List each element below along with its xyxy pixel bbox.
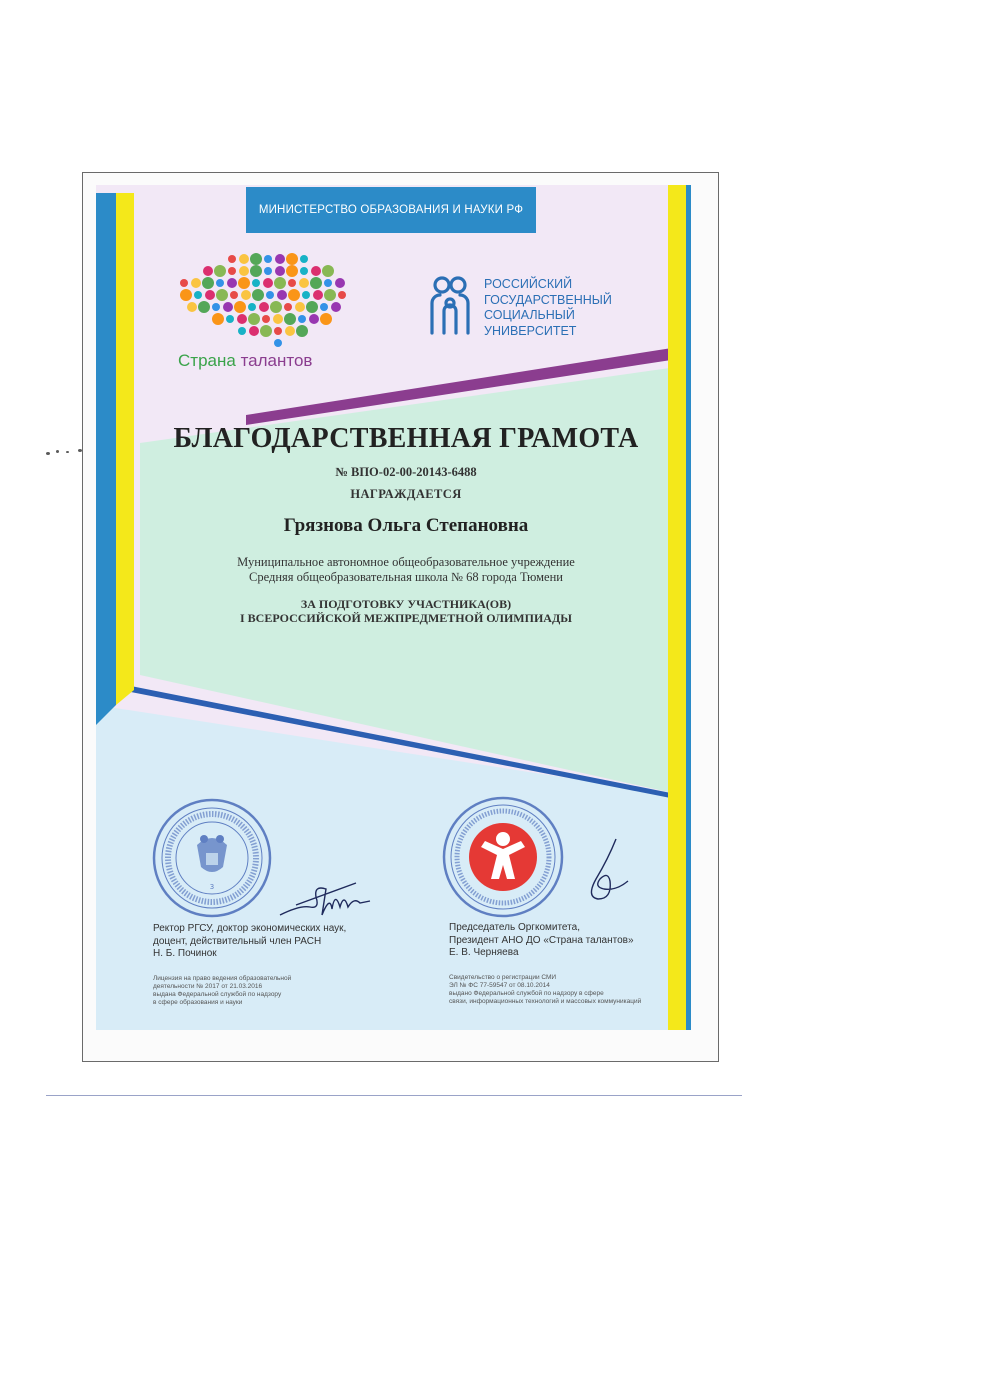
logo-dot [277,290,287,300]
fine-print-line: Лицензия на право ведения образовательной [153,974,292,982]
logo-dot [239,254,249,264]
logo-dot [320,303,328,311]
logo-dot [288,289,300,301]
logo-dot [264,267,272,275]
logo-dot [262,315,270,323]
award-reason [136,597,676,625]
logo-dot [216,279,224,287]
logo-dot [300,267,308,275]
scan-speck [78,449,82,452]
university-line: РОССИЙСКИЙ [484,277,573,291]
president-line: Председатель Оргкомитета, [449,922,580,933]
logo-dot [306,301,318,313]
logo-dot [266,291,274,299]
logo-dot [214,265,226,277]
logo-dot [237,314,247,324]
fine-print-line: деятельности № 2017 от 21.03.2016 [153,982,263,990]
logo-dot [309,314,319,324]
strana-talantov-seal [441,795,565,919]
logo-dot [284,313,296,325]
logo-dot [212,303,220,311]
logo-dot [230,291,238,299]
organization-line: Средняя общеобразовательная школа № 68 города Тюмени [249,570,563,584]
wordmark-word-1: Страна [178,351,236,370]
fine-print-line: Свидетельство о регистрации СМИ [449,973,557,981]
scan-speck [56,450,59,453]
strana-talantov-wordmark [178,351,312,371]
logo-dot [298,315,306,323]
logo-dot [313,290,323,300]
logo-dot [286,253,298,265]
recipient-name: Грязнова Ольга Степановна [283,515,529,536]
logo-dot [275,254,285,264]
logo-dot [295,302,305,312]
university-name [484,277,612,339]
logo-dot [198,301,210,313]
logo-dot [286,265,298,277]
reason-line: ЗА ПОДГОТОВКУ УЧАСТНИКА(ОВ) [300,597,512,611]
ministry-seal [151,797,273,919]
logo-dot [260,325,272,337]
logo-dot [274,327,282,335]
logo-dot [335,278,345,288]
rector-line: Ректор РГСУ, доктор экономических наук, [153,923,347,934]
university-line: СОЦИАЛЬНЫЙ [484,308,575,322]
logo-dot [227,278,237,288]
organization [136,555,676,585]
logo-dot [226,315,234,323]
awarded-label: НАГРАЖДАЕТСЯ [350,487,462,501]
logo-dot [228,255,236,263]
logo-dot [300,255,308,263]
university-logo-icon [426,275,474,335]
logo-dot [275,266,285,276]
logo-dot [248,303,256,311]
logo-dot [248,313,260,325]
logo-dot [331,302,341,312]
logo-dot [205,290,215,300]
certificate-title: БЛАГОДАРСТВЕННАЯ ГРАМОТА [173,423,639,454]
president-block [449,922,689,1006]
logo-dot [252,289,264,301]
logo-dot [324,289,336,301]
certificate [96,185,691,1030]
logo-dot [320,313,332,325]
logo-dot [263,278,273,288]
logo-dot [302,291,310,299]
logo-dot [299,278,309,288]
logo-dot [187,302,197,312]
logo-dot [250,265,262,277]
logo-dot [296,325,308,337]
fine-print-line: выдана Федеральной службой по надзору [153,990,282,998]
scan-edge-line [46,1095,742,1096]
logo-dot [238,277,250,289]
logo-dot [212,313,224,325]
ministry-banner: МИНИСТЕРСТВО ОБРАЗОВАНИЯ И НАУКИ РФ [246,187,536,233]
logo-dot [288,279,296,287]
license-fine-print [153,975,393,1007]
rector-signature [276,865,376,925]
president-line: Президент АНО ДО «Страна талантов» [449,934,634,946]
registration-fine-print [449,974,689,1006]
scan-speck [66,451,69,453]
logo-dot [249,326,259,336]
logo-dot [310,277,322,289]
logo-dot [264,255,272,263]
logo-dot [285,326,295,336]
president-signature [576,835,636,905]
fine-print-line: в сфере образования и науки [153,998,243,1006]
logo-dot [180,289,192,301]
certificate-number: № ВПО-02-00-20143-6488 [335,465,477,479]
logo-dot [202,277,214,289]
fine-print-line: ЭЛ № ФС 77-59547 от 08.10.2014 [449,981,550,989]
logo-dot [270,301,282,313]
logo-dot [311,266,321,276]
reason-line: I ВСЕРОССИЙСКОЙ МЕЖПРЕДМЕТНОЙ ОЛИМПИАДЫ [240,611,572,625]
scan-speck [46,452,50,455]
rector-name: Н. Б. Починок [153,948,217,959]
university-line: УНИВЕРСИТЕТ [484,323,577,338]
logo-dot [284,303,292,311]
logo-dot [180,279,188,287]
logo-dot [250,253,262,265]
president-name: Е. В. Черняева [449,947,519,958]
fine-print-line: связи, информационных технологий и массовых коммуникаций [449,997,642,1005]
logo-dot [228,267,236,275]
logo-dot [223,302,233,312]
logo-dot [239,266,249,276]
logo-dot [338,291,346,299]
wordmark-word-2: талантов [240,351,313,370]
svg-text:3: 3 [209,883,215,891]
organization-line: Муниципальное автономное общеобразовательное учреждение [237,555,575,569]
logo-dot [252,279,260,287]
logo-dot [273,314,283,324]
logo-dot [191,278,201,288]
logo-dot [203,266,213,276]
logo-dot [234,301,246,313]
logo-dot [274,277,286,289]
logo-dot [241,290,251,300]
rector-block [153,923,393,1007]
rector-line: доцент, действительный член РАСН [153,935,322,947]
logo-dot [324,279,332,287]
logo-dot [274,339,282,347]
logo-dot [238,327,246,335]
university-line: ГОСУДАРСТВЕННЫЙ [484,292,612,307]
logo-dot [259,302,269,312]
fine-print-line: выдано Федеральной службой по надзору в сфере [449,989,604,997]
logo-dot [194,291,202,299]
logo-dot [216,289,228,301]
logo-dot [322,265,334,277]
